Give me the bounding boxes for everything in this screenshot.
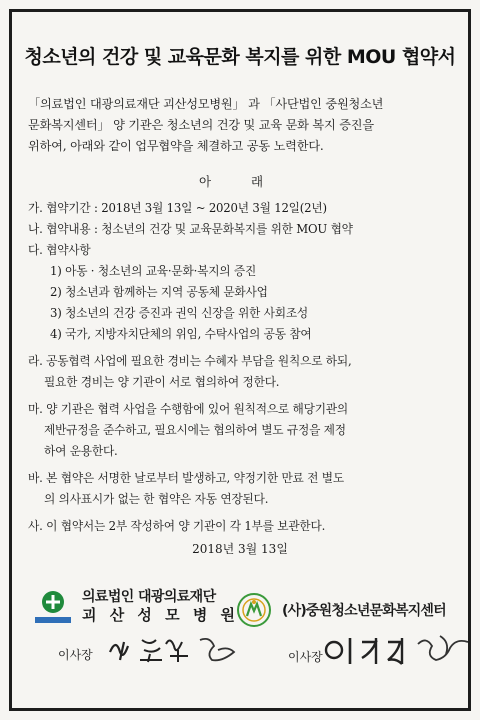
party1-org-line2: 괴 산 성 모 병 원 bbox=[82, 606, 240, 624]
matter-item: 3) 청소년의 건강 증진과 권익 신장을 위한 사회조성 bbox=[50, 306, 309, 320]
matter-item: 4) 국가, 지방자치단체의 위임, 수탁사업의 공동 참여 bbox=[50, 327, 312, 341]
intro-line: 문화복지센터」 양 기관은 청소년의 건강 및 교육 문화 복지 증진을 bbox=[28, 118, 374, 132]
matter-item: 1) 아동 · 청소년의 교육·문화·복지의 증진 bbox=[50, 264, 257, 278]
term-content: 나. 협약내용 : 청소년의 건강 및 교육문화복지를 위한 MOU 협약 bbox=[28, 222, 353, 236]
matter-item: 2) 청소년과 함께하는 지역 공동체 문화사업 bbox=[50, 285, 268, 299]
term-copies: 사. 이 협약서는 2부 작성하여 양 기관이 각 1부를 보관한다. bbox=[28, 519, 326, 533]
party1-org-line1: 의료법인 대광의료재단 bbox=[82, 589, 216, 605]
hospital-logo-icon bbox=[32, 588, 74, 626]
center-logo-icon bbox=[236, 592, 272, 628]
party1-organization bbox=[82, 588, 239, 624]
below-heading: 아 래 bbox=[198, 174, 282, 189]
party2-signature-icon bbox=[322, 628, 472, 670]
term-matters: 다. 협약사항 bbox=[28, 243, 91, 257]
terms-list bbox=[28, 198, 454, 537]
term-regulations: 마. 양 기관은 협력 사업을 수행함에 있어 원칙적으로 해당기관의 제반규정을 준수하고, 필요시에는 협의하여 별도 규정을 제정 하여 운용한다. bbox=[28, 402, 348, 458]
party1-ceo-label: 이사장 bbox=[58, 648, 93, 662]
signing-date: 2018년 3월 13일 bbox=[192, 542, 288, 556]
party1-signature-icon bbox=[104, 630, 244, 666]
document-title: 청소년의 건강 및 교육문화 복지를 위한 MOU 협약서 bbox=[24, 46, 456, 68]
party2-organization: (사)중원청소년문화복지센터 bbox=[282, 603, 446, 619]
intro-paragraph bbox=[28, 94, 454, 157]
term-period: 가. 협약기간 : 2018년 3월 13일 ~ 2020년 3월 12일(2년) bbox=[28, 201, 327, 215]
intro-line: 「의료법인 대광의료재단 괴산성모병원」 과 「사단법인 중원청소년 bbox=[28, 97, 384, 111]
term-expenses: 라. 공동협력 사업에 필요한 경비는 수혜자 부담을 원칙으로 하되, 필요한 경비는 양 기관이 서로 협의하여 정한다. bbox=[28, 354, 352, 389]
intro-line: 위하여, 아래와 같이 업무협약을 체결하고 공동 노력한다. bbox=[28, 139, 324, 153]
party2-ceo-label: 이사장 bbox=[288, 650, 323, 664]
term-effective: 바. 본 협약은 서명한 날로부터 발생하고, 약정기한 만료 전 별도 의 의사표시가 없는 한 협약은 자동 연장된다. bbox=[28, 471, 344, 506]
